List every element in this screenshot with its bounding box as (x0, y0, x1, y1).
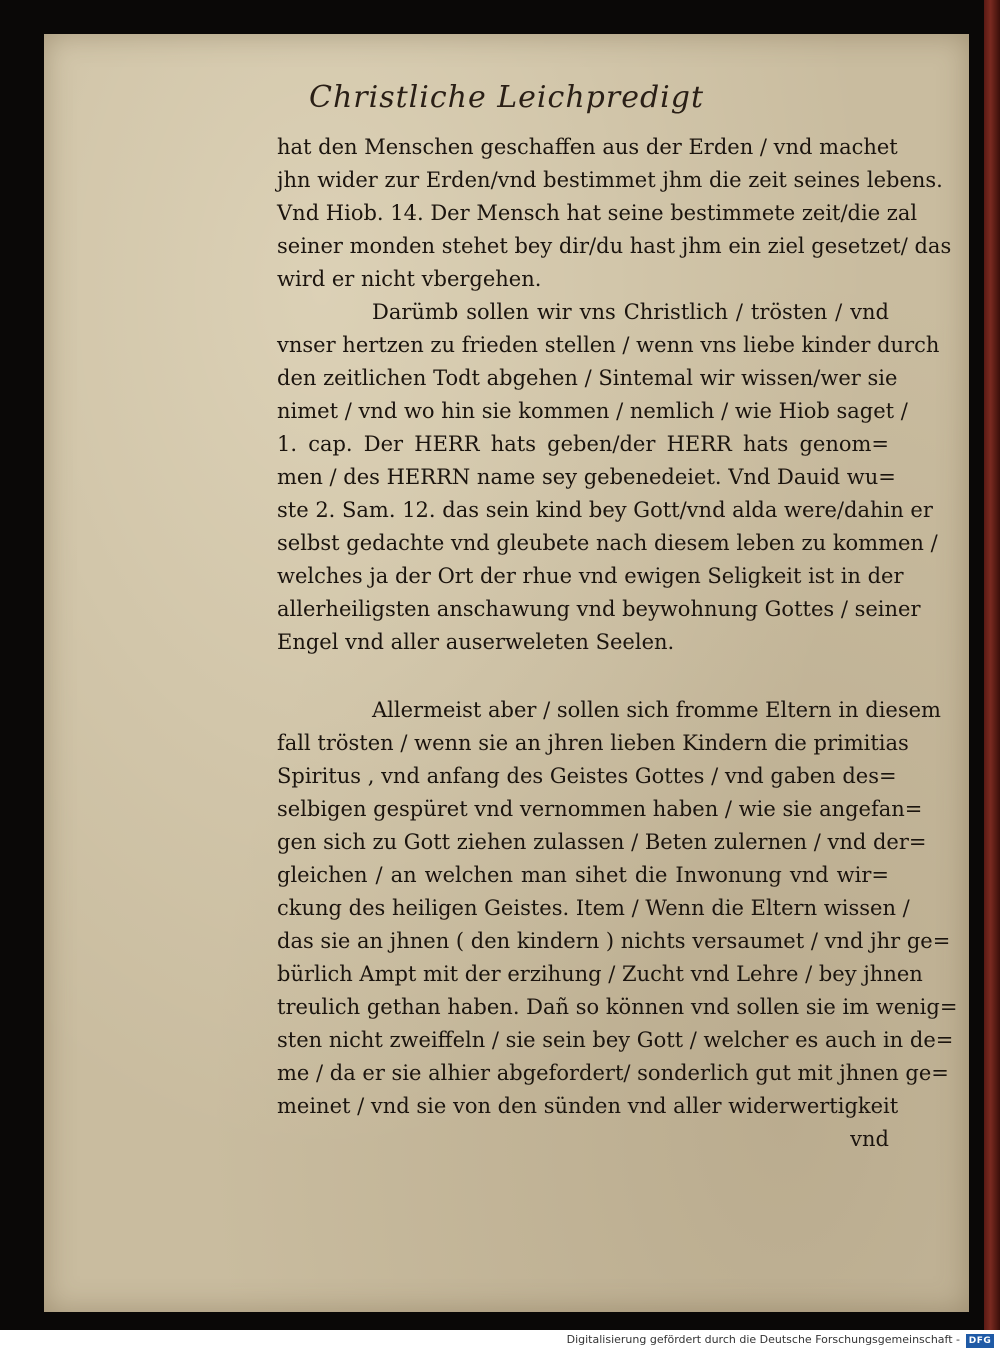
text-line: hat den Menschen geschaffen aus der Erden / vnd machet (277, 135, 898, 159)
text-line: gleichen / an welchen man sihet die Inwonung vnd wir= (277, 863, 889, 887)
text-line: men / des HERRN name sey gebenedeiet. Vnd Dauid wu= (277, 465, 896, 489)
text-line: Allermeist aber / sollen sich fromme Eltern in diesem (372, 698, 941, 722)
text-line: ste 2. Sam. 12. das sein kind bey Gott/vnd alda were/dahin er (277, 498, 933, 522)
text-line: Vnd Hiob. 14. Der Mensch hat seine bestimmete zeit/die zal (277, 201, 918, 225)
text-line: gen sich zu Gott ziehen zulassen / Beten zulernen / vnd der= (277, 830, 927, 854)
dfg-logo: DFG (966, 1334, 994, 1348)
binding-edge (984, 0, 1000, 1330)
text-line: bürlich Ampt mit der erzihung / Zucht vnd Lehre / bey jhnen (277, 962, 923, 986)
text-line: Darümb sollen wir vns Christlich / trösten / vnd (372, 300, 889, 324)
text-line: nimet / vnd wo hin sie kommen / nemlich / wie Hiob saget / (277, 399, 908, 423)
running-head: Christliche Leichpredigt (308, 80, 704, 115)
text-line: vnser hertzen zu frieden stellen / wenn vns liebe kinder durch (277, 333, 940, 357)
paragraph-gap (277, 659, 889, 694)
catchword: vnd (850, 1127, 889, 1151)
book-page (44, 34, 969, 1312)
text-line: treulich gethan haben. Dañ so können vnd sollen sie im wenig= (277, 995, 958, 1019)
text-line: das sie an jhnen ( den kindern ) nichts versaumet / vnd jhr ge= (277, 929, 951, 953)
digitization-footer (0, 1330, 1000, 1352)
text-line: sten nicht zweiffeln / sie sein bey Gott / welcher es auch in de= (277, 1028, 954, 1052)
text-line: ckung des heiligen Geistes. Item / Wenn die Eltern wissen / (277, 896, 910, 920)
text-line: jhn wider zur Erden/vnd bestimmet jhm die zeit seines lebens. (277, 168, 943, 192)
text-line: wird er nicht vbergehen. (277, 267, 542, 291)
text-line: 1. cap. Der HERR hats geben/der HERR hats genom= (277, 432, 889, 456)
text-line: meinet / vnd sie von den sünden vnd aller widerwertigkeit (277, 1094, 899, 1118)
text-line: den zeitlichen Todt abgehen / Sintemal wir wissen/wer sie (277, 366, 898, 390)
text-line: me / da er sie alhier abgefordert/ sonderlich gut mit jhnen ge= (277, 1061, 949, 1085)
text-line: welches ja der Ort der rhue vnd ewigen Seligkeit ist in der (277, 564, 904, 588)
text-line: seiner monden stehet bey dir/du hast jhm ein ziel gesetzet/ das (277, 234, 952, 258)
text-line: allerheiligsten anschawung vnd beywohnung Gottes / seiner (277, 597, 921, 621)
body-text (277, 131, 958, 1156)
text-line: fall trösten / wenn sie an jhren lieben Kindern die primitias (277, 731, 909, 755)
text-line: selbst gedachte vnd gleubete nach diesem leben zu kommen / (277, 531, 938, 555)
text-line: selbigen gespüret vnd vernommen haben / wie sie angefan= (277, 797, 923, 821)
text-line: Engel vnd aller auserweleten Seelen. (277, 630, 675, 654)
funding-credit: Digitalisierung gefördert durch die Deutsche Forschungsgemeinschaft - (566, 1333, 960, 1346)
text-line: Spiritus , vnd anfang des Geistes Gottes / vnd gaben des= (277, 764, 897, 788)
